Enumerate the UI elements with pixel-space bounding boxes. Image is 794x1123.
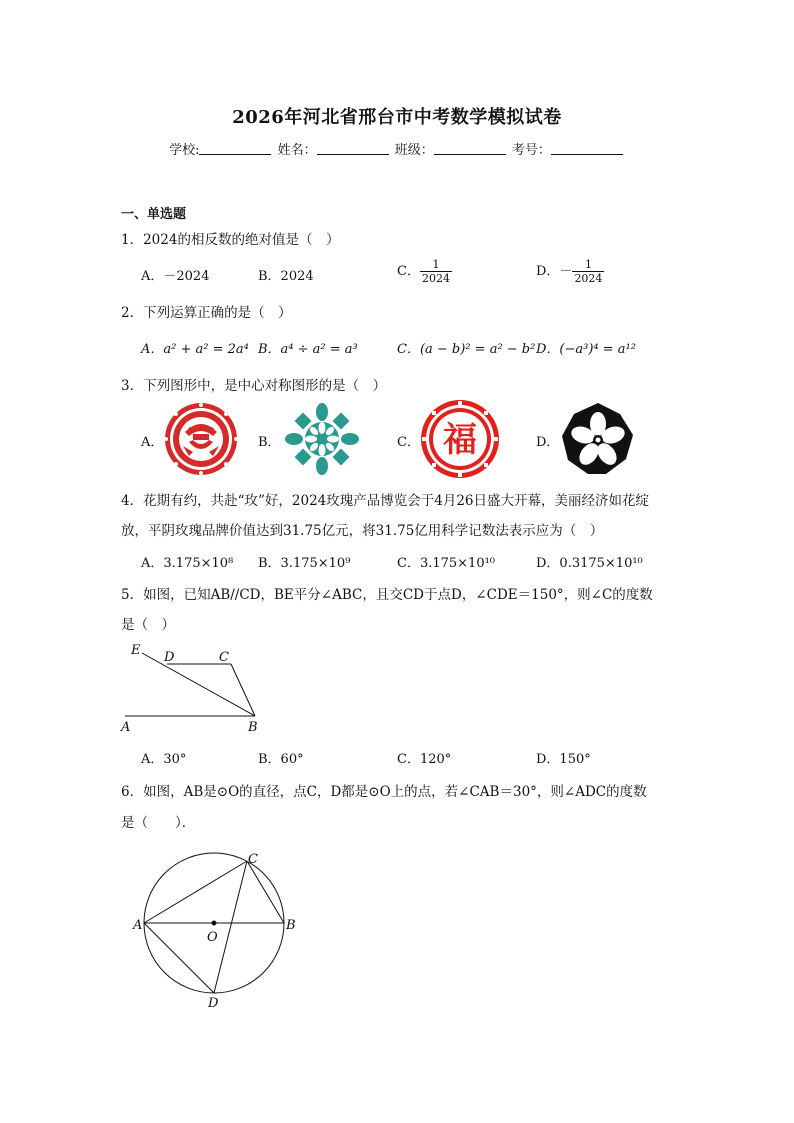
point-label-e: E bbox=[131, 643, 141, 658]
school-blank[interactable] bbox=[199, 142, 271, 155]
fraction bbox=[420, 258, 452, 285]
denominator: 2024 bbox=[421, 272, 450, 285]
q1-option-c[interactable] bbox=[397, 258, 452, 285]
class-blank[interactable] bbox=[434, 142, 506, 155]
point-label-b: B bbox=[248, 720, 258, 735]
numerator: 1 bbox=[420, 258, 452, 272]
name-label: 姓名： bbox=[277, 143, 317, 158]
class-label: 班级： bbox=[394, 143, 434, 158]
q4-option-c[interactable]: C．3.175×10¹⁰ bbox=[397, 556, 496, 571]
point-label-d: D bbox=[164, 650, 175, 665]
question-6-line-2: 是（ ）． bbox=[121, 815, 196, 831]
question-3-stem: 3．下列图形中，是中心对称图形的是（ ） bbox=[121, 378, 387, 394]
q4-option-d[interactable]: D．0.3175×10¹⁰ bbox=[536, 556, 643, 571]
q4-option-a[interactable]: A．3.175×10⁸ bbox=[141, 556, 234, 571]
q5-geometry-figure bbox=[115, 638, 275, 736]
question-6-line-1: 6．如图，AB是⊙O的直径，点C，D都是⊙O上的点，若∠CAB＝30°，则∠ADC的度数 bbox=[121, 784, 647, 800]
question-4-line-2: 放，平阴玫瑰品牌价值达到31.75亿元，将31.75亿用科学记数法表示应为（ ） bbox=[121, 523, 604, 539]
point-label-o: O bbox=[207, 930, 218, 945]
fu-character-c-figure[interactable] bbox=[420, 399, 500, 479]
point-label-c: C bbox=[219, 650, 229, 665]
numerator: 1 bbox=[572, 258, 604, 272]
black-flower-d-figure[interactable] bbox=[560, 402, 636, 476]
q1-option-b[interactable]: B．2024 bbox=[258, 269, 314, 284]
exam-title: 2026年河北省邢台市中考数学模拟试卷 bbox=[232, 107, 562, 128]
denominator: 2024 bbox=[574, 272, 603, 285]
student-info-row bbox=[0, 139, 794, 158]
exam-number-blank[interactable] bbox=[551, 142, 623, 155]
point-label-c: C bbox=[248, 852, 258, 867]
q1-option-d[interactable] bbox=[536, 258, 604, 285]
exam-number-label: 考号： bbox=[511, 143, 551, 158]
q6-circle-figure bbox=[128, 845, 308, 1015]
q2-option-d[interactable]: D．(−a³)⁴ = a¹² bbox=[536, 342, 636, 357]
q3-option-d[interactable]: D． bbox=[536, 435, 560, 450]
question-1-stem: 1．2024的相反数的绝对值是（ ） bbox=[121, 232, 340, 248]
q2-option-c[interactable]: C．(a − b)² = a² − b² bbox=[397, 342, 536, 357]
point-label-a: A bbox=[133, 918, 143, 933]
school-label: 学校: bbox=[169, 143, 200, 158]
q3-option-b[interactable]: B． bbox=[258, 435, 281, 450]
point-label-a: A bbox=[121, 720, 131, 735]
teal-flower-b-figure[interactable] bbox=[284, 402, 360, 476]
papercut-a-figure[interactable] bbox=[163, 402, 239, 476]
fraction bbox=[572, 258, 604, 285]
q1-option-c-label: C． bbox=[397, 264, 420, 279]
q3-option-c[interactable]: C． bbox=[397, 435, 420, 450]
fu-character: 福 bbox=[443, 420, 477, 460]
q5-option-d[interactable]: D．150° bbox=[536, 752, 591, 767]
q4-option-b[interactable]: B．3.175×10⁹ bbox=[258, 556, 351, 571]
section-heading: 一、单选题 bbox=[121, 207, 187, 222]
name-blank[interactable] bbox=[317, 142, 389, 155]
question-5-line-2: 是（ ） bbox=[121, 617, 175, 633]
point-label-b: B bbox=[286, 918, 296, 933]
q1-option-d-label: D．－ bbox=[536, 264, 573, 279]
question-2-stem: 2．下列运算正确的是（ ） bbox=[121, 305, 292, 321]
q5-option-a[interactable]: A．30° bbox=[141, 752, 187, 767]
q5-option-c[interactable]: C．120° bbox=[397, 752, 452, 767]
point-label-d: D bbox=[208, 996, 219, 1011]
question-4-line-1: 4．花期有约，共赴“玫”好，2024玫瑰产品博览会于4月26日盛大开幕，美丽经济如花绽 bbox=[121, 493, 650, 509]
q1-option-a[interactable]: A．－2024 bbox=[141, 269, 210, 284]
q2-option-a[interactable]: A．a² + a² = 2a⁴ bbox=[141, 342, 249, 357]
q2-option-b[interactable]: B．a⁴ ÷ a² = a³ bbox=[258, 342, 358, 357]
question-5-line-1: 5．如图，已知AB//CD，BE平分∠ABC，且交CD于点D，∠CDE＝150°，则∠C的度数 bbox=[121, 587, 653, 603]
q3-option-a[interactable]: A． bbox=[141, 435, 164, 450]
q5-option-b[interactable]: B．60° bbox=[258, 752, 304, 767]
